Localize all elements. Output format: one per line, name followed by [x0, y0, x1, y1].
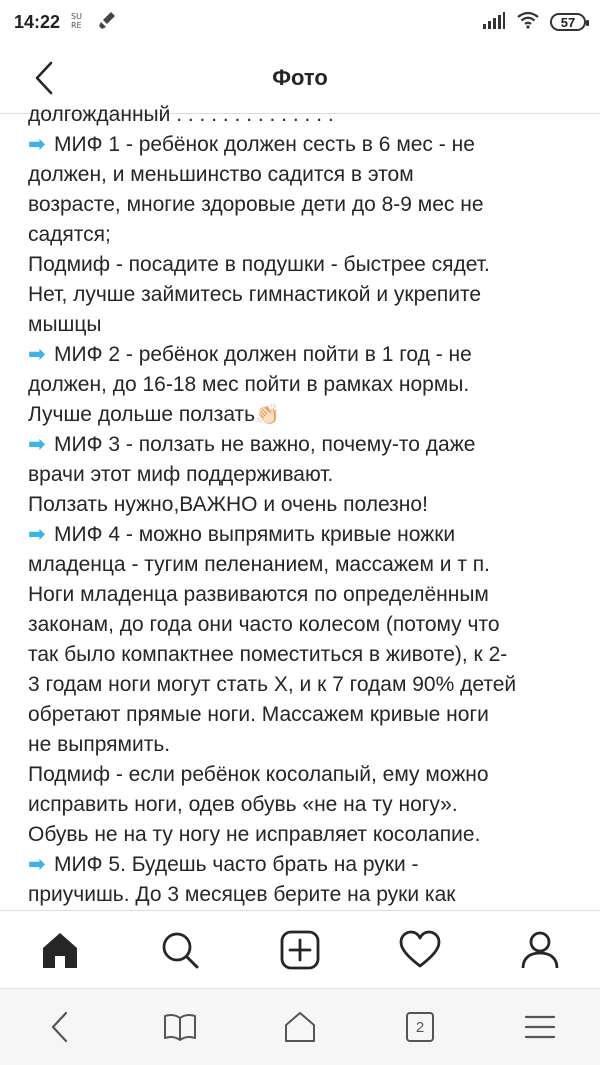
caption-line	[28, 430, 588, 460]
arrow-right-icon: ➡	[28, 853, 46, 876]
caption-line-text: Лучше дольше ползать	[28, 403, 256, 426]
caption-line-text: должен, до 16-18 мес пойти в рамках нормы.	[28, 373, 470, 396]
caption-line	[28, 550, 588, 580]
signal-icon	[482, 11, 506, 34]
home-icon	[40, 931, 80, 969]
post-caption	[0, 103, 600, 910]
caption-line-text: так было компактнее поместиться в животе), к 2-	[28, 643, 508, 666]
caption-line-text: Ползать нужно,ВАЖНО и очень полезно!	[28, 493, 428, 516]
caption-line-text: садятся;	[28, 223, 111, 246]
caption-line	[28, 760, 588, 790]
battery-indicator: 57	[550, 13, 586, 31]
caption-line	[28, 160, 588, 190]
caption-line-text: МИФ 5. Будешь часто брать на руки -	[54, 853, 419, 876]
browser-nav-bar	[0, 988, 600, 1065]
caption-text	[28, 100, 588, 940]
caption-line-text: не выпрямить.	[28, 733, 171, 756]
caption-line	[28, 640, 588, 670]
caption-line-text: должен, и меньшинство садится в этом	[28, 163, 414, 186]
svg-text:RE: RE	[71, 20, 82, 30]
caption-line	[28, 730, 588, 760]
caption-line	[28, 400, 588, 430]
chevron-left-icon	[50, 1011, 70, 1043]
caption-line	[28, 520, 588, 550]
caption-line-text: МИФ 3 - ползать не важно, почему-то даже	[54, 433, 476, 456]
status-right	[482, 11, 586, 34]
arrow-right-icon: ➡	[28, 433, 46, 456]
caption-line-text: приучишь. До 3 месяцев берите на руки как	[28, 883, 456, 906]
home-outline-icon	[283, 1011, 317, 1043]
caption-line	[28, 130, 588, 160]
caption-line-text: возрасте, многие здоровые дети до 8-9 мес не	[28, 193, 484, 216]
caption-line-text: Подмиф - посадите в подушки - быстрее сядет.	[28, 253, 490, 276]
caption-line-text: МИФ 1 - ребёнок должен сесть в 6 мес - не	[54, 133, 475, 156]
caption-line	[28, 610, 588, 640]
caption-line-text: МИФ 4 - можно выпрямить кривые ножки	[54, 523, 456, 546]
caption-line	[28, 490, 588, 520]
caption-line-text: младенца - тугим пеленанием, массажем и т п.	[28, 553, 490, 576]
caption-line	[28, 190, 588, 220]
caption-line-text: Обувь не на ту ногу не исправляет косолапие.	[28, 823, 481, 846]
caption-line	[28, 580, 588, 610]
caption-line-text: Нет, лучше займитесь гимнастикой и укрепите	[28, 283, 482, 306]
status-bar	[0, 0, 600, 44]
caption-line-text: мышцы	[28, 313, 102, 336]
caption-line	[28, 310, 588, 340]
caption-line-text: Ноги младенца развиваются по определённым	[28, 583, 489, 606]
bookmarks-button[interactable]	[150, 997, 210, 1057]
tab-bar	[0, 910, 600, 988]
caption-line	[28, 700, 588, 730]
caption-line	[28, 820, 588, 850]
caption-line	[28, 250, 588, 280]
arrow-right-icon: ➡	[28, 523, 46, 546]
caption-line-text: законам, до года они часто колесом (потому что	[28, 613, 500, 636]
caption-line	[28, 880, 588, 910]
caption-line	[28, 340, 588, 370]
sim-icon	[70, 10, 88, 35]
caption-line-text: МИФ 2 - ребёнок должен пойти в 1 год - не	[54, 343, 472, 366]
status-left	[14, 10, 118, 35]
caption-line-text: обретают прямые ноги. Массажем кривые ноги	[28, 703, 489, 726]
plus-square-icon	[280, 930, 320, 970]
caption-line-text: врачи этот миф поддерживают.	[28, 463, 334, 486]
search-icon	[160, 930, 200, 970]
arrow-right-icon: ➡	[28, 133, 46, 156]
wifi-icon	[516, 11, 540, 34]
svg-text:SU: SU	[71, 11, 82, 21]
tab-new-post[interactable]	[270, 920, 330, 980]
browser-back-button[interactable]	[30, 997, 90, 1057]
menu-button[interactable]	[510, 997, 570, 1057]
status-time: 14:22	[14, 11, 61, 32]
tabs-count: 2	[406, 1012, 434, 1042]
user-icon	[520, 930, 560, 970]
caption-line	[28, 370, 588, 400]
arrow-right-icon: ➡	[28, 343, 46, 366]
heart-icon	[399, 931, 441, 969]
caption-line	[28, 460, 588, 490]
caption-line	[28, 850, 588, 880]
caption-line	[28, 280, 588, 310]
tab-search[interactable]	[150, 920, 210, 980]
menu-icon	[524, 1014, 556, 1040]
caption-line-text: исправить ноги, одев обувь «не на ту ногу».	[28, 793, 458, 816]
caption-line	[28, 790, 588, 820]
caption-line	[28, 220, 588, 250]
tab-profile[interactable]	[510, 920, 570, 980]
tabs-button[interactable]	[390, 997, 450, 1057]
browser-home-button[interactable]	[270, 997, 330, 1057]
page-title: Фото	[272, 65, 328, 90]
book-icon	[163, 1013, 197, 1041]
tab-home[interactable]	[30, 920, 90, 980]
cleaner-icon	[98, 10, 118, 35]
caption-line	[28, 100, 588, 130]
caption-line-text: долгожданный . . . . . . . . . . . . . .	[28, 103, 334, 126]
caption-line-text: 3 годам ноги могут стать Х, и к 7 годам 90% детей	[28, 673, 517, 696]
clapping-hands-emoji: 👏🏻	[255, 404, 280, 426]
caption-line-text: Подмиф - если ребёнок косолапый, ему можно	[28, 763, 489, 786]
tab-activity[interactable]	[390, 920, 450, 980]
caption-line	[28, 670, 588, 700]
